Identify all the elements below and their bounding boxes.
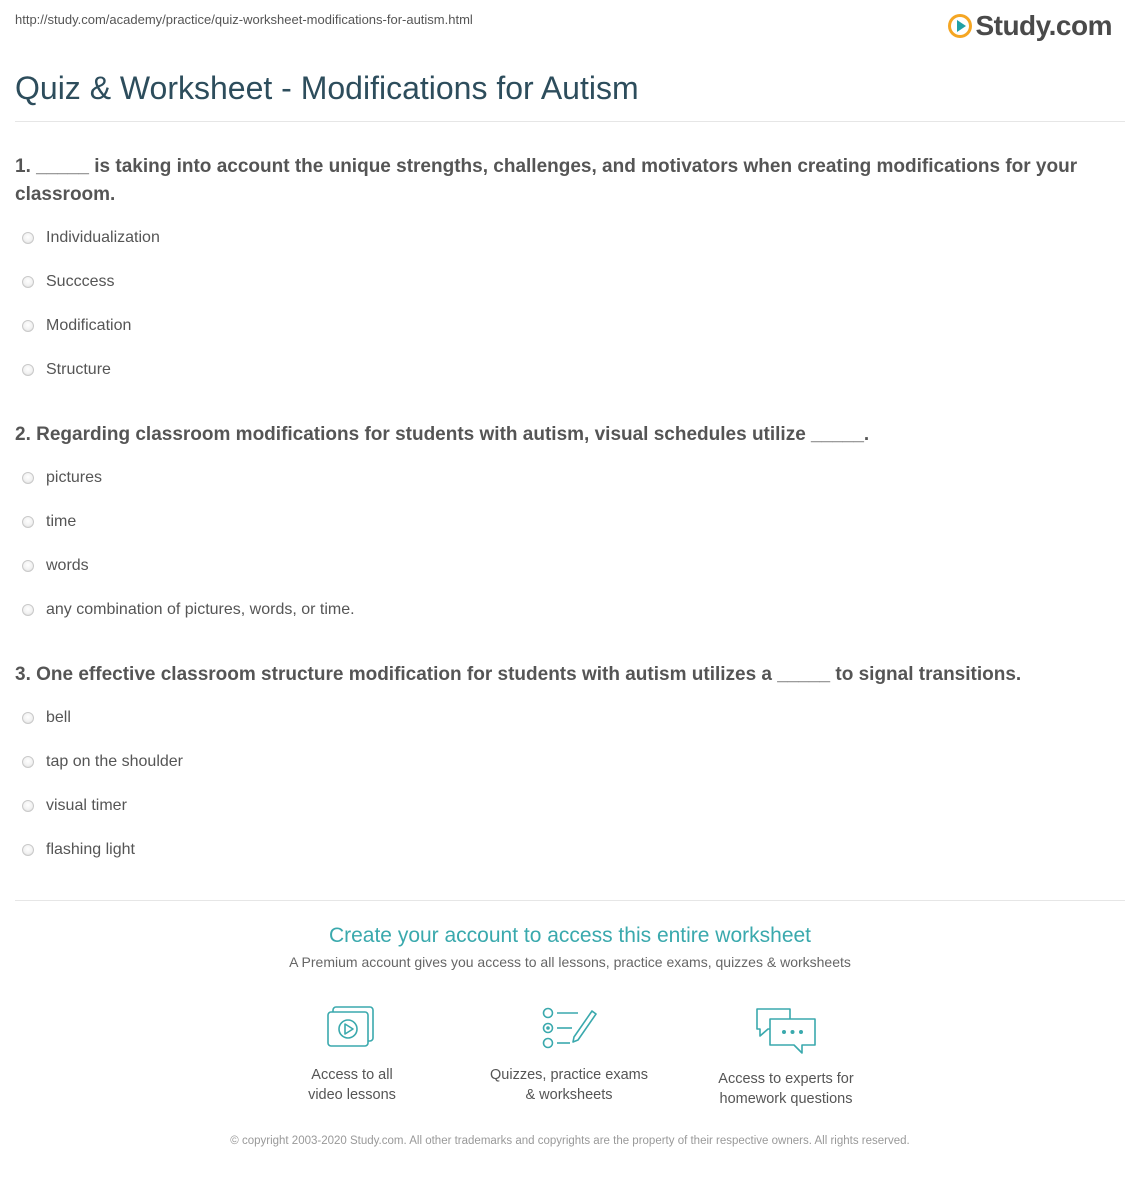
radio-button[interactable] (22, 800, 34, 812)
create-account-link[interactable]: Create your account to access this entire worksheet (328, 924, 812, 947)
quiz-checklist-icon (540, 1005, 598, 1051)
radio-button[interactable] (22, 560, 34, 572)
feature-label-line2: & worksheets (525, 1087, 613, 1103)
feature-label-line2: video lessons (308, 1087, 396, 1103)
question-2-options (22, 456, 355, 632)
feature-video-lessons (252, 1005, 452, 1105)
page-url: http://study.com/academy/practice/quiz-worksheet-modifications-for-autism.html (15, 12, 473, 27)
answer-option[interactable] (22, 216, 160, 260)
study-logo[interactable] (948, 10, 1112, 42)
radio-button[interactable] (22, 472, 34, 484)
answer-option[interactable] (22, 500, 355, 544)
answer-label: Structure (46, 361, 111, 378)
radio-button[interactable] (22, 604, 34, 616)
chat-bubbles-icon (754, 1005, 818, 1055)
answer-label: bell (46, 709, 71, 726)
answer-option[interactable] (22, 304, 160, 348)
answer-option[interactable] (22, 260, 160, 304)
video-lesson-icon (325, 1005, 379, 1051)
cta-divider (15, 900, 1125, 901)
question-1-options (22, 216, 160, 392)
radio-button[interactable] (22, 516, 34, 528)
radio-button[interactable] (22, 712, 34, 724)
answer-option[interactable] (22, 828, 183, 872)
radio-button[interactable] (22, 320, 34, 332)
copyright-footer: © copyright 2003-2020 Study.com. All other trademarks and copyrights are the property of their respective owners. All rights reserved. (230, 1135, 910, 1147)
answer-label: tap on the shoulder (46, 753, 183, 770)
radio-button[interactable] (22, 364, 34, 376)
title-divider (15, 121, 1125, 122)
answer-option[interactable] (22, 348, 160, 392)
question-3: 3. One effective classroom structure modification for students with autism utilizes a _____ to signal transitions. (15, 664, 1022, 685)
answer-label: any combination of pictures, words, or time. (46, 601, 355, 618)
cta-subtitle: A Premium account gives you access to all lessons, practice exams, quizzes & worksheets (289, 954, 851, 970)
answer-label: time (46, 513, 77, 530)
feature-experts (686, 1005, 886, 1109)
feature-label-line1: Quizzes, practice exams (490, 1067, 648, 1083)
feature-label-line1: Access to experts for (718, 1071, 854, 1087)
answer-label: visual timer (46, 797, 127, 814)
question-2: 2. Regarding classroom modifications for students with autism, visual schedules utilize _____. (15, 424, 870, 445)
answer-option[interactable] (22, 544, 355, 588)
answer-option[interactable] (22, 456, 355, 500)
feature-quizzes (469, 1005, 669, 1105)
radio-button[interactable] (22, 756, 34, 768)
page-title: Quiz & Worksheet - Modifications for Autism (15, 70, 639, 106)
answer-label: Succcess (46, 273, 115, 290)
question-1: 1. _____ is taking into account the unique strengths, challenges, and motivators when creating modifications for your classroom. (15, 156, 1078, 205)
answer-label: pictures (46, 469, 103, 486)
feature-label-line2: homework questions (719, 1091, 853, 1107)
answer-option[interactable] (22, 740, 183, 784)
radio-button[interactable] (22, 844, 34, 856)
answer-option[interactable] (22, 588, 355, 632)
radio-button[interactable] (22, 276, 34, 288)
answer-label: Modification (46, 317, 132, 334)
question-3-options (22, 696, 183, 872)
logo-text: Study.com (975, 10, 1112, 41)
answer-label: words (46, 557, 89, 574)
feature-label-line1: Access to all (311, 1067, 393, 1083)
answer-option[interactable] (22, 784, 183, 828)
answer-option[interactable] (22, 696, 183, 740)
radio-button[interactable] (22, 232, 34, 244)
answer-label: Individualization (46, 229, 160, 246)
answer-label: flashing light (46, 841, 135, 858)
play-logo-icon (948, 14, 972, 38)
top-bar (15, 12, 1120, 42)
premium-cta (0, 924, 1140, 970)
